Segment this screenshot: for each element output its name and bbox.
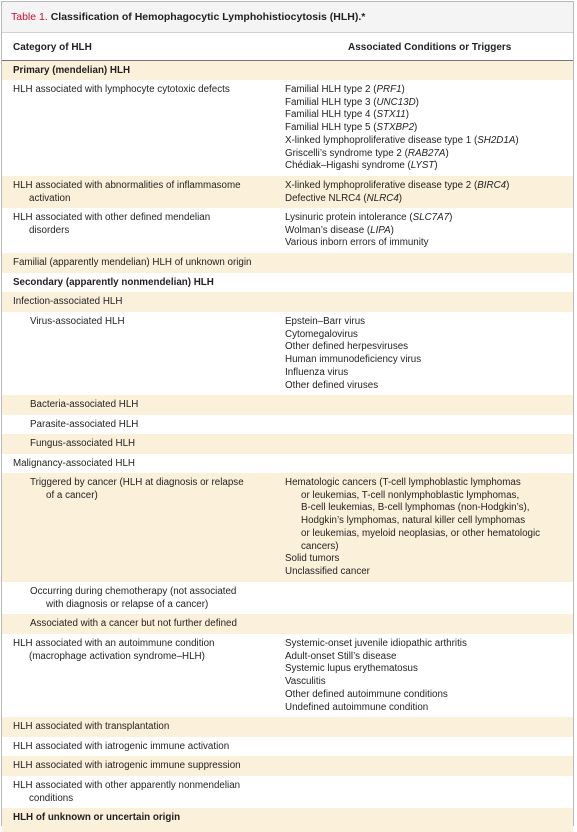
condition-item: Defective NLRC4 (NLRC4): [285, 192, 403, 204]
condition-item: Other defined autoimmune conditions: [285, 688, 448, 700]
gene-name: NLRC4: [366, 192, 399, 204]
conditions-list: [285, 84, 519, 173]
condition-item: Vasculitis: [285, 676, 326, 688]
category-label: Triggered by cancer (HLH at diagnosis or relapse of a cancer): [30, 477, 244, 501]
table-row: [2, 395, 573, 415]
category-label: Infection-associated HLH: [13, 296, 123, 307]
condition-item-continued: or leukemias, T-cell nonlymphoblastic lymphomas,: [301, 489, 520, 501]
gene-name: STXBP2: [376, 122, 415, 134]
table-row: [2, 756, 573, 776]
table-row: [2, 253, 573, 273]
table-row: [2, 176, 573, 208]
category-label: HLH associated with transplantation: [13, 721, 170, 732]
table-row: [2, 614, 573, 634]
category-label: Occurring during chemotherapy (not associated with diagnosis or relapse of a cancer): [30, 586, 237, 610]
table-row: [2, 582, 573, 614]
table-title: Classification of Hemophagocytic Lymphohistiocytosis (HLH).*: [50, 11, 366, 23]
condition-item: Undefined autoimmune condition: [285, 701, 429, 713]
column-header-category: Category of HLH: [13, 42, 92, 53]
category-label: HLH associated with iatrogenic immune activation: [13, 741, 230, 752]
table-row: [2, 776, 573, 808]
conditions-list: [285, 316, 421, 392]
section-title: HLH of unknown or uncertain origin: [13, 812, 181, 823]
category-label: Associated with a cancer but not further defined: [30, 618, 237, 629]
table-row: [2, 473, 573, 582]
hlh-classification-table: [1, 1, 574, 826]
category-label: Bacteria-associated HLH: [30, 399, 139, 410]
table-row: [2, 634, 573, 717]
condition-item: Solid tumors: [285, 553, 340, 565]
category-label: HLH associated with lymphocyte cytotoxic defects: [13, 84, 230, 95]
category-label: HLH associated with abnormalities of inflammasome activation: [13, 180, 241, 204]
category-label: HLH associated with iatrogenic immune suppression: [13, 760, 241, 771]
category-label: Virus-associated HLH: [30, 316, 125, 327]
column-header-conditions: Associated Conditions or Triggers: [348, 42, 512, 53]
condition-item: Familial HLH type 4 (STX11): [285, 109, 409, 121]
gene-name: RAB27A: [407, 147, 446, 159]
gene-name: SLC7A7: [412, 212, 450, 223]
gene-name: PRF1: [376, 84, 402, 95]
table-row: [2, 454, 573, 473]
gene-name: LYST: [410, 160, 435, 172]
condition-item: Lysinuric protein intolerance (SLC7A7): [285, 212, 453, 223]
section-title: Secondary (apparently nonmendelian) HLH: [13, 277, 214, 288]
section-title: Primary (mendelian) HLH: [13, 65, 131, 76]
gene-name: LIPA: [370, 224, 391, 236]
table-row: [2, 415, 573, 434]
section-unknown-origin: [2, 808, 573, 832]
section-secondary: [2, 273, 573, 292]
category-label: Parasite-associated HLH: [30, 419, 139, 430]
condition-item: Other defined viruses: [285, 379, 379, 391]
conditions-list: [285, 180, 509, 205]
condition-item: Familial HLH type 3 (UNC13D): [285, 96, 419, 108]
condition-item-continued: or leukemias, myeloid neoplasias, or other hematologic: [301, 527, 541, 539]
table-row: [2, 717, 573, 737]
condition-item: Various inborn errors of immunity: [285, 237, 429, 249]
table-header: [2, 33, 573, 61]
gene-name: BIRC4: [477, 180, 507, 191]
table-row: [2, 208, 573, 253]
section-primary: [2, 61, 573, 80]
condition-item: Familial HLH type 5 (STXBP2): [285, 122, 418, 134]
category-label: HLH associated with other apparently nonmendelian conditions: [13, 780, 241, 804]
condition-item: Familial HLH type 2 (PRF1): [285, 84, 405, 95]
condition-item: Human immunodeficiency virus: [285, 354, 422, 366]
conditions-list: [285, 477, 540, 579]
condition-item: X-linked lymphoproliferative disease type 2 (BIRC4): [285, 180, 510, 191]
table-row: [2, 737, 573, 756]
table-row: [2, 80, 573, 176]
table-row: [2, 434, 573, 454]
condition-item: Unclassified cancer: [285, 565, 370, 577]
table-title-bar: [2, 2, 573, 33]
gene-name: STX11: [376, 109, 406, 121]
category-label: Fungus-associated HLH: [30, 438, 136, 449]
category-label: HLH associated with an autoimmune condition (macrophage activation syndrome–HLH): [13, 638, 215, 662]
condition-item: Griscelli’s syndrome type 2 (RAB27A): [285, 147, 449, 159]
condition-item: Wolman’s disease (LIPA): [285, 224, 394, 236]
condition-item: Other defined herpesviruses: [285, 341, 409, 353]
condition-item-continued: Hodgkin’s lymphomas, natural killer cell lymphomas: [301, 515, 526, 527]
gene-name: UNC13D: [376, 96, 416, 108]
condition-item: Hematologic cancers (T-cell lymphoblastic lymphomas: [285, 477, 521, 488]
conditions-list: [285, 212, 452, 250]
condition-item: Cytomegalovirus: [285, 328, 358, 340]
category-label: Malignancy-associated HLH: [13, 458, 135, 469]
condition-item: Chédiak–Higashi syndrome (LYST): [285, 160, 438, 172]
condition-item: Systemic-onset juvenile idiopathic arthritis: [285, 638, 467, 649]
condition-item: Systemic lupus erythematosus: [285, 663, 418, 675]
gene-name: SH2D1A: [477, 134, 516, 146]
table-row: [2, 312, 573, 395]
condition-item: Adult-onset Still’s disease: [285, 650, 397, 662]
condition-item-continued: cancers): [301, 540, 339, 552]
conditions-list: [285, 638, 467, 714]
condition-item: Epstein–Barr virus: [285, 316, 366, 327]
condition-item: X-linked lymphoproliferative disease type 1 (SH2D1A): [285, 134, 519, 146]
condition-item: Influenza virus: [285, 366, 349, 378]
condition-item-continued: B-cell leukemias, B-cell lymphomas (non-Hodgkin’s),: [301, 502, 530, 514]
category-label: Familial (apparently mendelian) HLH of unknown origin: [13, 257, 252, 268]
table-row: [2, 292, 573, 312]
category-label: HLH associated with other defined mendelian disorders: [13, 212, 211, 236]
table-label: Table 1.: [11, 11, 48, 23]
